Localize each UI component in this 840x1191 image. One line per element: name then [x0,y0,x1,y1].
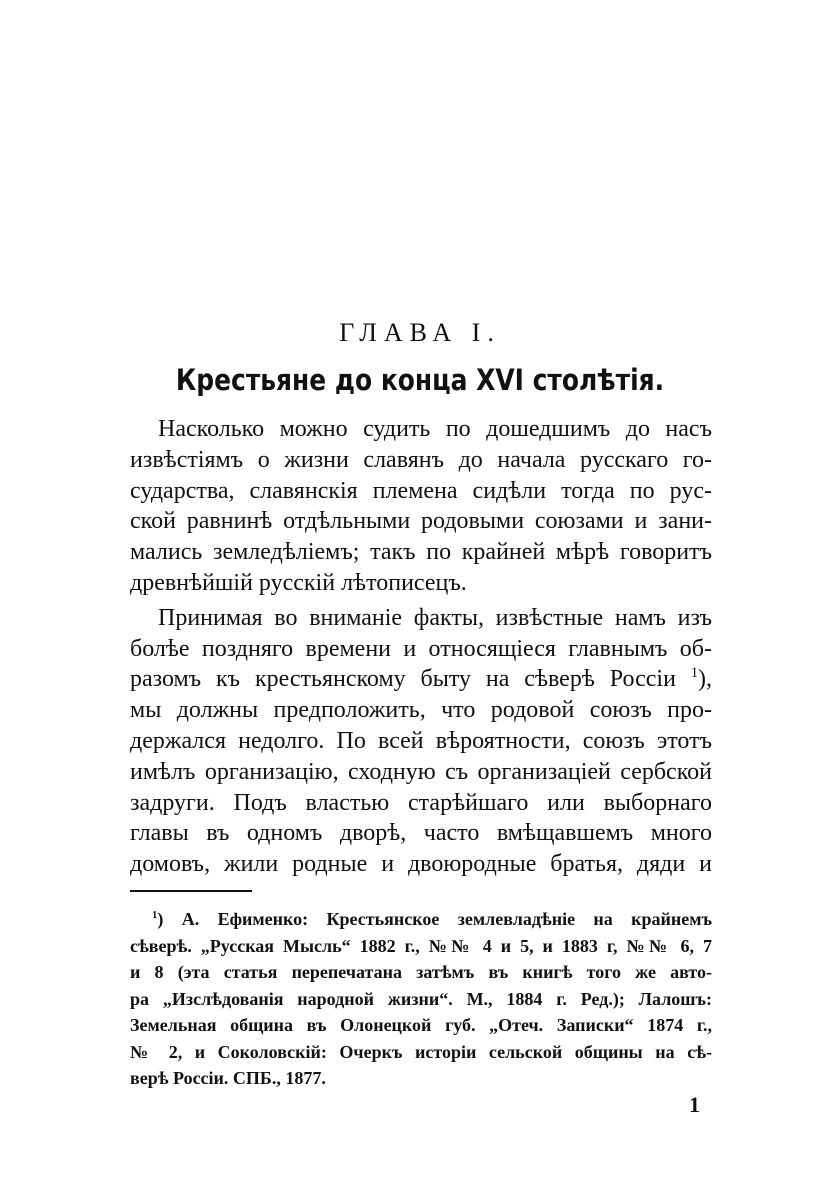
footnote-line: Земельная община въ Олонецкой губ. „Отеч. Записки“ 1874 г., [130,1015,712,1035]
footnote-line: № 2, и Соколовскій: Очеркъ исторіи сельской общины на сѣ- [130,1041,712,1062]
paragraph-line: болѣе поздняго времени и относящіеся главнымъ об- [130,635,712,662]
footnote-divider [130,890,252,892]
footnote-line: и 8 (эта статья перепечатана затѣмъ въ книгѣ того же авто- [130,962,712,982]
footnote-line: ра „Изслѣдованія народной жизни“. М., 1884 г. Ред.); Лалошъ: [130,988,712,1009]
footnote [130,906,712,1092]
paragraph-line-text: разомъ къ крестьянскому быту на сѣверѣ Россіи [130,666,676,693]
paragraph-line: держался недолго. По всей вѣроятности, союзъ этотъ [130,727,712,754]
footnote-line: верѣ Россіи. СПБ., 1877. [130,1068,326,1088]
paragraph-line: сударства, славянскія племена сидѣли тогда по рус- [130,477,712,504]
paragraph-line: извѣстіямъ о жизни славянъ до начала русскаго го- [130,446,712,473]
chapter-label: ГЛАВА I. [339,318,501,347]
footnote-line [130,906,712,933]
paragraph-line-with-footnote [130,664,712,695]
footnote-line-text: ) А. Ефименко: Крестьянское землевладѣніе на крайнемъ [157,909,712,929]
paragraph-line: Насколько можно судить по дошедшимъ до насъ [158,416,712,442]
footnote-reference-suffix: ), [698,666,713,693]
body-text [130,414,712,880]
paragraph-line: имѣлъ организацію, сходную съ организаціей сербской [130,758,712,785]
paragraph-line: домовъ, жили родные и двоюродные братья, дяди и [130,851,712,878]
paragraph-line: задруги. Подъ властью старѣйшаго или выборнаго [130,789,712,816]
page-number: 1 [689,1092,700,1117]
chapter-title: Крестьяне до конца XVI столѣтія. [175,363,665,397]
paragraph-line: главы въ одномъ дворѣ, часто вмѣщавшемъ много [130,820,712,847]
paragraph-line: древнѣйшій русскій лѣтописецъ. [130,569,467,596]
paragraph-line: мались земледѣліемъ; такъ по крайней мѣрѣ говоритъ [130,539,712,566]
footnote-reference[interactable]: 1 [690,665,699,682]
paragraph-line: ской равнинѣ отдѣльными родовыми союзами и зани- [130,508,712,535]
paragraph-line: мы должны предположить, что родовой союзъ про- [130,697,712,724]
footnote-line: сѣверѣ. „Русская Мысль“ 1882 г., №№ 4 и 5, и 1883 г, №№ 6, 7 [130,935,712,956]
footnote-marker: 1 [152,909,158,921]
paragraph-line: Принимая во вниманіе факты, извѣстные намъ изъ [158,604,712,631]
